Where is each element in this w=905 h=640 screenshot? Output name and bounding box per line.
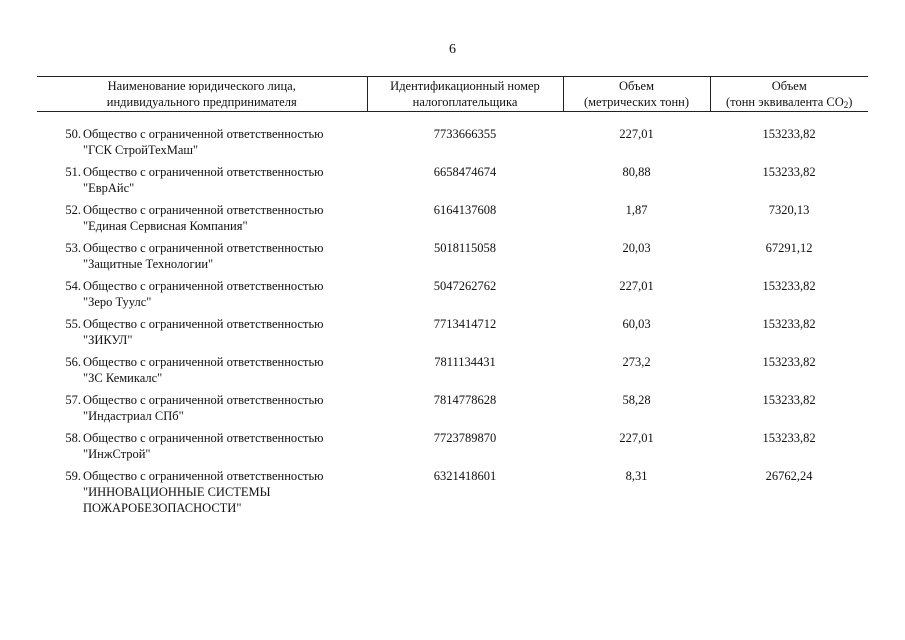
cell-volume-co2: 7320,13 bbox=[768, 203, 810, 217]
row-number: 56. bbox=[65, 355, 81, 369]
registry-table bbox=[37, 76, 868, 522]
organization-name: Общество с ограниченной ответственностью "Единая Сервисная Компания" bbox=[83, 203, 324, 233]
cell-volume-co2: 153233,82 bbox=[762, 393, 816, 407]
cell-volume-co2: 153233,82 bbox=[762, 127, 816, 141]
row-number: 53. bbox=[65, 241, 81, 255]
cell-volume-metric: 8,31 bbox=[625, 469, 648, 483]
cell-inn: 6164137608 bbox=[433, 203, 497, 217]
cell-volume-metric: 273,2 bbox=[622, 355, 651, 369]
cell-volume-co2: 153233,82 bbox=[762, 355, 816, 369]
cell-name bbox=[37, 354, 367, 392]
cell-volume-metric: 227,01 bbox=[619, 127, 654, 141]
header-name: Наименование юридического лица, индивидуального предпринимателя bbox=[37, 77, 367, 112]
table-row bbox=[37, 316, 868, 354]
cell-inn: 7713414712 bbox=[433, 317, 497, 331]
cell-volume-metric: 20,03 bbox=[622, 241, 651, 255]
cell-volume-co2: 153233,82 bbox=[762, 279, 816, 293]
table-header bbox=[37, 77, 868, 112]
cell-volume-metric: 1,87 bbox=[625, 203, 648, 217]
row-number: 58. bbox=[65, 431, 81, 445]
header-inn: Идентификационный номер налогоплательщика bbox=[367, 77, 563, 112]
cell-volume-metric: 60,03 bbox=[622, 317, 651, 331]
cell-volume-co2: 67291,12 bbox=[765, 241, 813, 255]
cell-volume-metric: 80,88 bbox=[622, 165, 651, 179]
cell-inn: 6321418601 bbox=[433, 469, 497, 483]
cell-name bbox=[37, 202, 367, 240]
cell-volume-co2: 153233,82 bbox=[762, 431, 816, 445]
table-row bbox=[37, 354, 868, 392]
table-row bbox=[37, 164, 868, 202]
organization-name: Общество с ограниченной ответственностью "ЕврАйс" bbox=[83, 165, 324, 195]
cell-volume-metric: 58,28 bbox=[622, 393, 651, 407]
cell-name bbox=[37, 240, 367, 278]
cell-inn: 5047262762 bbox=[433, 279, 497, 293]
cell-name bbox=[37, 278, 367, 316]
table-row bbox=[37, 430, 868, 468]
cell-inn: 6658474674 bbox=[433, 165, 497, 179]
cell-name bbox=[37, 392, 367, 430]
table-row bbox=[37, 278, 868, 316]
cell-name bbox=[37, 316, 367, 354]
organization-name: Общество с ограниченной ответственностью "ЗИКУЛ" bbox=[83, 317, 324, 347]
cell-inn: 7811134431 bbox=[434, 355, 496, 369]
row-number: 57. bbox=[65, 393, 81, 407]
cell-name bbox=[37, 164, 367, 202]
header-volume-metric: Объем (метрических тонн) bbox=[563, 77, 710, 112]
table-row bbox=[37, 240, 868, 278]
row-number: 51. bbox=[65, 165, 81, 179]
table-row bbox=[37, 202, 868, 240]
cell-inn: 7733666355 bbox=[433, 127, 497, 141]
row-number: 52. bbox=[65, 203, 81, 217]
organization-name: Общество с ограниченной ответственностью "Индастриал СПб" bbox=[83, 393, 324, 423]
organization-name: Общество с ограниченной ответственностью "ЗС Кемикалс" bbox=[83, 355, 324, 385]
row-number: 55. bbox=[65, 317, 81, 331]
page-number: 6 bbox=[449, 42, 456, 57]
cell-inn: 5018115058 bbox=[433, 241, 497, 255]
row-number: 59. bbox=[65, 469, 81, 483]
organization-name: Общество с ограниченной ответственностью "Зеро Туулс" bbox=[83, 279, 324, 309]
table-row bbox=[37, 126, 868, 164]
cell-volume-metric: 227,01 bbox=[619, 431, 654, 445]
cell-volume-co2: 26762,24 bbox=[765, 469, 813, 483]
row-number: 54. bbox=[65, 279, 81, 293]
cell-volume-co2: 153233,82 bbox=[762, 165, 816, 179]
row-number: 50. bbox=[65, 127, 81, 141]
table-row bbox=[37, 392, 868, 430]
cell-inn: 7814778628 bbox=[433, 393, 497, 407]
table-body bbox=[37, 112, 868, 523]
organization-name: Общество с ограниченной ответственностью "Защитные Технологии" bbox=[83, 241, 324, 271]
cell-name bbox=[37, 468, 367, 522]
table-row bbox=[37, 468, 868, 522]
organization-name: Общество с ограниченной ответственностью "ГСК СтройТехМаш" bbox=[83, 127, 324, 157]
cell-name bbox=[37, 126, 367, 164]
organization-name: Общество с ограниченной ответственностью "ИННОВАЦИОННЫЕ СИСТЕМЫ ПОЖАРОБЕЗОПАСНОСТИ" bbox=[83, 469, 324, 515]
organization-name: Общество с ограниченной ответственностью "ИнжСтрой" bbox=[83, 431, 324, 461]
header-volume-co2: Объем (тонн эквивалента $CO_2$) bbox=[710, 77, 868, 112]
cell-name bbox=[37, 430, 367, 468]
cell-inn: 7723789870 bbox=[433, 431, 497, 445]
cell-volume-co2: 153233,82 bbox=[762, 317, 816, 331]
cell-volume-metric: 227,01 bbox=[619, 279, 654, 293]
